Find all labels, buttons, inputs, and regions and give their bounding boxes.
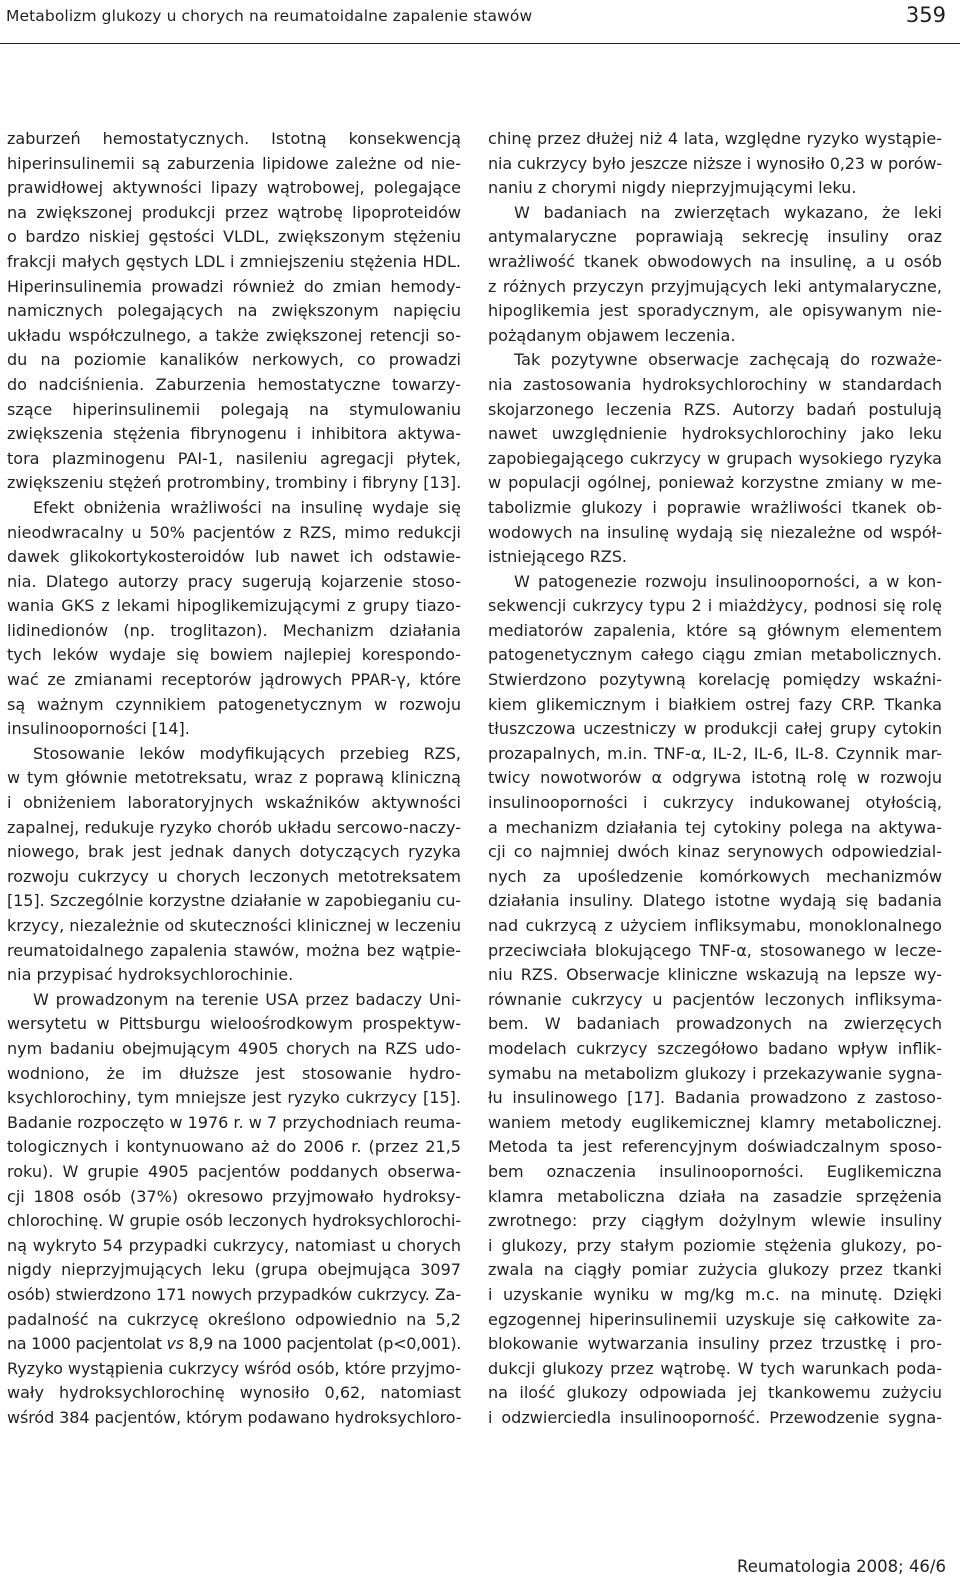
text-line: pożądanym objawem leczenia. [488, 325, 736, 345]
page-number: 359 [905, 3, 946, 27]
text-line: dawek glikokortykosteroidów lub nawet ich odstawie- [7, 547, 461, 567]
text-line: prozapalnych, m.in. TNF-α, IL-2, IL-6, IL-8. Czynnik mar- [488, 743, 942, 763]
text-line: namicznych polegających na zwiększonym napięciu [7, 301, 461, 321]
text-line: szące hiperinsulinemii polegają na stymulowaniu [7, 399, 461, 419]
text-line: łu insulinowego [17]. Badania prowadzono z zastoso- [488, 1088, 942, 1108]
text-line: zapalnej, redukuje ryzyko chorób układu sercowo-naczy- [7, 817, 461, 837]
text-line: sekwencji cukrzycy typu 2 i miażdżycy, podnosi się rolę [488, 596, 942, 616]
text-line: twicy nowotworów α odgrywa istotną rolę w rozwoju [488, 768, 942, 788]
text-line: waniem metody euglikemicznej klamry metabolicznej. [488, 1112, 942, 1132]
text-line: i glukozy, przy stałym poziomie stężenia glukozy, po- [488, 1235, 942, 1255]
text-line: hiperinsulinemii są zaburzenia lipidowe zależne od nie- [7, 153, 461, 173]
text-line: na ilość glukozy odpowiada jej tkankowemu zużyciu [488, 1383, 942, 1403]
text-line: tabolizmie glukozy i poprawie wrażliwości tkanek ob- [488, 497, 942, 517]
text-line: klamra metaboliczna działa na zasadzie sprzężenia [488, 1186, 942, 1206]
text-line: chlorochinę. W grupie osób leczonych hydroksychlorochi- [7, 1211, 461, 1231]
text-line: ksychlorochiny, tym mniejsze jest ryzyko cukrzycy [15]. [7, 1088, 461, 1108]
text-line: nia zastosowania hydroksychlorochiny w standardach [488, 374, 942, 394]
text-line: są ważnym czynnikiem patogenetycznym w rozwoju [7, 694, 461, 714]
text-line: Stwierdzono pozytywną korelację pomiędzy wskaźni- [488, 670, 942, 690]
text-line: i odzwierciedla insulinooporność. Przewodzenie sygna- [488, 1407, 942, 1427]
running-header [0, 0, 960, 44]
text-line: i obniżeniem laboratoryjnych wskaźników aktywności [7, 793, 461, 813]
text-line: reumatoidalnego zapalenia stawów, można bez wątpie- [7, 940, 461, 960]
text-line: symabu na metabolizm glukozy i przekazywanie sygna- [488, 1063, 942, 1083]
text-line: zapobiegającego cukrzycy w grupach wysokiego ryzyka [488, 448, 942, 468]
text-line: bem. W badaniach prowadzonych na zwierzęcych [488, 1014, 942, 1034]
text-line: roku). W grupie 4905 pacjentów poddanych obserwa- [7, 1161, 461, 1181]
text-line: na 1000 pacjentolat vs 8,9 na 1000 pacjentolat (p<0,001). [7, 1334, 461, 1354]
text-line: nigdy nieprzyjmujących leku (grupa obejmująca 3097 [7, 1260, 461, 1280]
text-line: bem oznaczenia insulinooporności. Euglikemiczna [488, 1161, 942, 1181]
text-line: wodniono, że im dłuższe jest stosowanie hydro- [7, 1063, 461, 1083]
text-line: wały hydroksychlorochinę wynosiło 0,62, natomiast [7, 1383, 461, 1403]
text-line: Badanie rozpoczęto w 1976 r. w 7 przychodniach reuma- [7, 1112, 461, 1132]
text-line: zwala na ciągły pomiar zużycia glukozy przez tkanki [488, 1260, 942, 1280]
journal-footer: Reumatologia 2008; 46/6 [736, 1557, 946, 1576]
text-line: równanie cukrzycy u pacjentów leczonych infliksyma- [488, 989, 942, 1009]
text-line: o bardzo niskiej gęstości VLDL, zwiększonym stężeniu [7, 227, 461, 247]
text-line: Hiperinsulinemia prowadzi również do zmian hemody- [7, 276, 461, 296]
text-line: insulinooporności [14]. [7, 719, 190, 739]
text-line: z różnych przyczyn przyjmujących leki antymalaryczne, [488, 276, 942, 296]
text-line: antymalaryczne poprawiają sekrecję insuliny oraz [488, 227, 942, 247]
text-line: W badaniach na zwierzętach wykazano, że leki [514, 202, 942, 222]
text-line: lidinedionów (np. troglitazon). Mechanizm działania [7, 620, 461, 640]
text-line: przeciwciała blokującego TNF-α, stosowanego w lecze- [488, 940, 942, 960]
text-line: W patogenezie rozwoju insulinooporności, a w kon- [514, 571, 942, 591]
text-line: nad cukrzycą z użyciem infliksymabu, monoklonalnego [488, 916, 942, 935]
text-line: wania GKS z lekami hipoglikemizującymi z grupy tiazo- [7, 596, 461, 616]
text-column-left [7, 127, 461, 1430]
text-line: mediatorów zapalenia, które są głównym elementem [488, 620, 942, 640]
text-line: działania insuliny. Dlatego istotne wydają się badania [488, 891, 942, 911]
text-line: wrażliwość tkanek obwodowych na insulinę, a u osób [488, 251, 942, 271]
text-line: tora plazminogenu PAI-1, nasileniu agregacji płytek, [7, 448, 461, 468]
text-line: w tym głównie metotreksatu, wraz z poprawą kliniczną [7, 768, 461, 788]
text-line: wodowych na insulinę wydają się niezależne od współ- [488, 522, 942, 542]
text-line: a mechanizm działania tej cytokiny polega na aktywa- [488, 817, 942, 837]
text-line: egzogennej hiperinsulinemii uzyskuje się całkowite za- [488, 1309, 942, 1329]
text-line: cji 1808 osób (37%) okresowo przyjmowało hydroksy- [7, 1186, 461, 1206]
text-line: Stosowanie leków modyfikujących przebieg RZS, [33, 743, 461, 763]
text-line: wśród 384 pacjentów, którym podawano hydroksychloro- [7, 1407, 461, 1427]
text-line: i uzyskanie wyniku w mg/kg m.c. na minutę. Dzięki [488, 1284, 942, 1304]
text-line: Tak pozytywne obserwacje zachęcają do rozważe- [514, 350, 942, 370]
text-line: tych leków wydaje się bowiem najlepiej korespondo- [7, 645, 461, 665]
text-line: cji co najmniej dwóch kinaz serynowych odpowiedzial- [488, 842, 942, 862]
text-line: patogenetycznym całego ciągu zmian metabolicznych. [488, 645, 942, 665]
text-line: Ryzyko wystąpienia cukrzycy wśród osób, które przyjmo- [7, 1358, 461, 1378]
text-line: krzycy, niezależnie od skuteczności klinicznej w leczeniu [7, 916, 461, 935]
text-line: [15]. Szczególnie korzystne działanie w zapobieganiu cu- [7, 891, 461, 911]
text-line: nym badaniu obejmującym 4905 chorych na RZS udo- [7, 1038, 461, 1058]
text-line: zwrotnego: przy ciągłym dożylnym wlewie insuliny [488, 1211, 942, 1231]
text-line: zaburzeń hemostatycznych. Istotną konsekwencją [7, 129, 461, 148]
text-line: ną wykryto 54 przypadki cukrzycy, natomiast u chorych [7, 1235, 461, 1255]
text-line: naniu z chorymi nigdy nieprzyjmującymi leku. [488, 178, 857, 198]
text-line: tologicznych i kontynuowano aż do 2006 r. (przez 21,5 [7, 1137, 461, 1157]
text-line: hipoglikemia jest sporadycznym, ale opisywanym nie- [488, 301, 942, 321]
text-line: chinę przez dłużej niż 4 lata, względne ryzyko wystąpie- [488, 129, 942, 148]
text-line: nieodwracalny u 50% pacjentów z RZS, mimo redukcji [7, 522, 461, 542]
text-line: tłuszczowa uczestniczy w produkcji całej grupy cytokin [488, 719, 942, 739]
text-line: rozwoju cukrzycy u chorych leczonych metotreksatem [7, 866, 461, 886]
text-line: padalność na cukrzycę określono odpowiednio na 5,2 [7, 1309, 461, 1329]
text-line: zwiększenia stężenia fibrynogenu i inhibitora aktywa- [7, 424, 461, 444]
text-line: wać ze zmianami receptorów jądrowych PPAR-γ, które [7, 670, 461, 690]
text-column-right [488, 127, 942, 1430]
text-line: na zwiększonej produkcji przez wątrobę lipoproteidów [7, 202, 461, 222]
text-line: wersytetu w Pittsburgu wieloośrodkowym prospektyw- [7, 1014, 461, 1034]
text-line: du na poziomie kanalików nerkowych, co prowadzi [7, 350, 461, 370]
text-line: nawet uwzględnienie hydroksychlorochiny jako leku [488, 424, 942, 444]
text-line: istniejącego RZS. [488, 547, 627, 567]
text-line: blokowanie wytwarzania insuliny przez trzustkę i pro- [488, 1334, 942, 1354]
text-line: nia cukrzycy było jeszcze niższe i wynosiło 0,23 w porów- [488, 153, 942, 173]
text-line: nia. Dlatego autorzy pracy sugerują kojarzenie stoso- [7, 571, 461, 591]
text-line: osób) stwierdzono 171 nowych przypadków cukrzycy. Za- [7, 1284, 461, 1304]
text-line: układu współczulnego, a także zwiększonej retencji so- [7, 325, 461, 345]
text-line: zwiększeniu stężeń protrombiny, trombiny i fibryny [13]. [7, 473, 461, 493]
text-line: frakcji małych gęstych LDL i zmniejszeniu stężenia HDL. [7, 251, 461, 271]
running-title: Metabolizm glukozy u chorych na reumatoidalne zapalenie stawów [6, 7, 533, 25]
text-line: skojarzonego leczenia RZS. Autorzy badań postulują [488, 399, 942, 419]
text-line: niu RZS. Obserwacje kliniczne wskazują na lepsze wy- [488, 965, 942, 985]
text-line: w populacji ogólnej, ponieważ korzystne zmiany w me- [488, 473, 942, 493]
text-line: kiem glikemicznym i białkiem ostrej fazy CRP. Tkanka [488, 694, 942, 714]
text-line: niowego, brak jest jednak danych dotyczących ryzyka [7, 842, 461, 862]
text-line: modelach cukrzycy szczegółowo badano wpływ inflik- [488, 1038, 942, 1058]
text-line: dukcji glukozy przez wątrobę. W tych warunkach poda- [488, 1358, 942, 1378]
text-line: nych za upośledzenie komórkowych mechanizmów [488, 866, 942, 886]
text-line: W prowadzonym na terenie USA przez badaczy Uni- [33, 989, 461, 1009]
text-line: Efekt obniżenia wrażliwości na insulinę wydaje się [33, 497, 461, 517]
text-line: prawidłowej aktywności lipazy wątrobowej, polegające [7, 178, 461, 198]
text-line: do nadciśnienia. Zaburzenia hemostatyczne towarzy- [7, 374, 461, 394]
text-line: nia przypisać hydroksychlorochinie. [7, 965, 294, 985]
text-line: Metoda ta jest referencyjnym doświadczalnym sposo- [488, 1137, 942, 1157]
text-line: insulinooporności i cukrzycy indukowanej otyłością, [488, 793, 942, 813]
